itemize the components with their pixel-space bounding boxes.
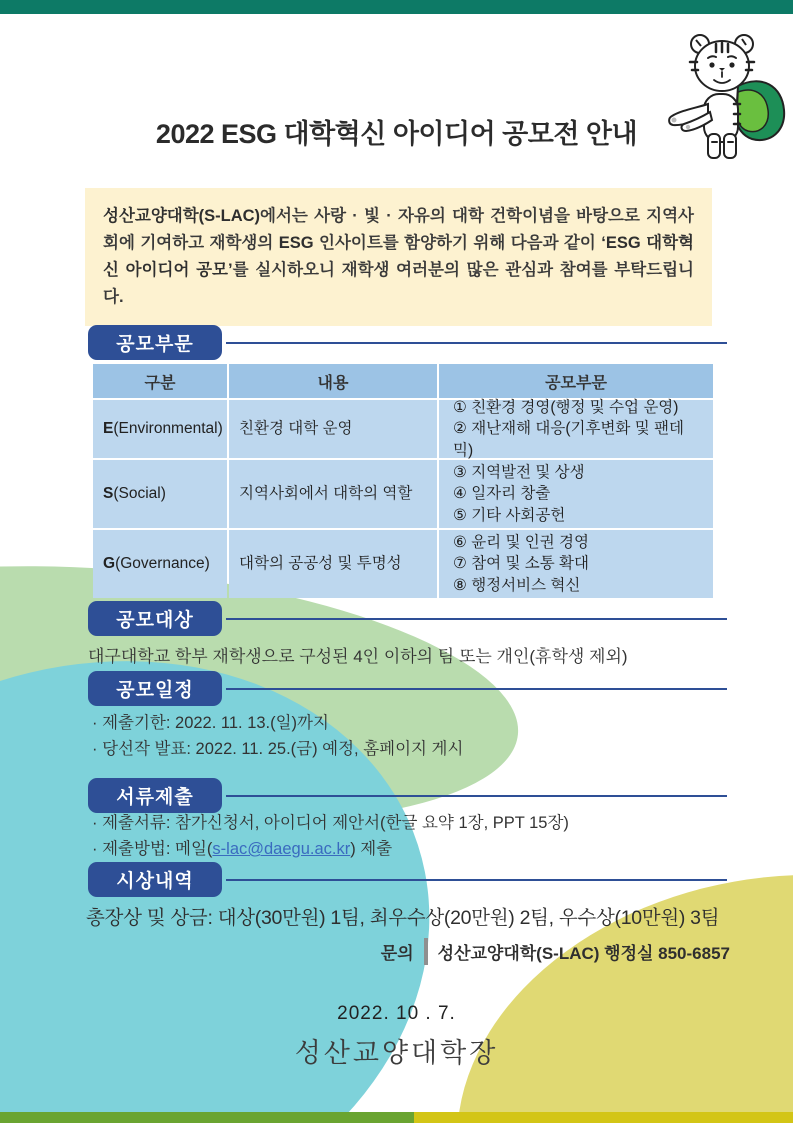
table-items-cell [439, 530, 713, 598]
background-blob-yellow [419, 826, 793, 1123]
intro-box [85, 188, 712, 326]
section-rule [226, 879, 727, 881]
table-item: ⑦ 참여 및 소통 확대 [453, 555, 589, 573]
email-link[interactable]: s-lac@daegu.ac.kr [212, 840, 351, 858]
table-header-cell: 구분 [93, 364, 227, 398]
intro-run: 에서는 사랑 · 빛 · 자유의 대학 건학이념을 바탕으로 지역사회에 기여하고 재학생의 [103, 207, 694, 253]
section-rule [226, 618, 727, 620]
section-rule [226, 688, 727, 690]
schedule-list [92, 710, 463, 762]
table-header-cell: 내용 [229, 364, 437, 398]
table-item: ② 재난재해 대응(기후변화 및 팬데믹) [453, 420, 684, 459]
section-badge-seoryu: 서류제출 [88, 778, 222, 813]
contact-divider [424, 938, 428, 965]
table-item: ④ 일자리 창출 [453, 485, 551, 503]
table-item: ⑤ 기타 사회공헌 [453, 506, 566, 524]
list-item [92, 836, 569, 862]
table-item: ⑥ 윤리 및 인권 경영 [453, 533, 589, 551]
category-letter: S [103, 485, 114, 503]
list-item-text: ) 제출 [350, 840, 393, 858]
section-badge-iljeong: 공모일정 [88, 671, 222, 706]
page-title: 2022 ESG 대학혁신 아이디어 공모전 안내 [155, 119, 638, 149]
list-item: · 제출기한: 2022. 11. 13.(일)까지 [92, 710, 463, 736]
bottom-accent-bar-yellow [414, 1112, 793, 1123]
table-header-cell: 공모부문 [439, 364, 713, 398]
contact-label: 문의 [380, 944, 414, 963]
table-category-cell [93, 530, 227, 598]
eligibility-text: 대구대학교 학부 재학생으로 구성된 4인 이하의 팀 또는 개인(휴학생 제외) [88, 647, 628, 666]
signature: 성산교양대학장 [294, 1038, 499, 1069]
intro-run: ‘ESG 대학혁신 아이디어 공모’ [103, 234, 694, 280]
table-item: ③ 지역발전 및 상생 [453, 463, 585, 481]
submission-list [92, 810, 569, 862]
table-category-cell [93, 460, 227, 528]
category-rest: (Environmental) [113, 420, 223, 438]
section-rule [226, 795, 727, 797]
category-letter: G [103, 555, 116, 573]
issue-date: 2022. 10 . 7. [337, 1003, 456, 1024]
intro-run: 인사이트를 함양하기 위해 다음과 같이 [313, 234, 602, 253]
intro-run: 성산교양대학(S-LAC) [103, 207, 261, 225]
list-item-text: 제출서류: 참가신청서, 아이디어 제안서(한글 요약 1장, PPT 15장) [102, 814, 569, 832]
section-badge-daesang: 공모대상 [88, 601, 222, 636]
section-badge-bumun: 공모부문 [88, 325, 222, 360]
contact-value: 성산교양대학(S-LAC) 행정실 850-6857 [437, 944, 730, 963]
table-item: ① 친환경 경영(행정 및 수업 운영) [453, 398, 679, 416]
table-content-cell: 친환경 대학 운영 [229, 400, 437, 458]
category-letter: E [103, 420, 114, 438]
list-item [92, 810, 569, 836]
section-badge-sisang: 시상내역 [88, 862, 222, 897]
category-rest: (Social) [113, 485, 166, 503]
intro-run: ESG [278, 234, 314, 253]
top-accent-bar [0, 0, 793, 14]
section-rule [226, 342, 727, 344]
contact-line [381, 938, 730, 965]
table-content-cell: 지역사회에서 대학의 역할 [229, 460, 437, 528]
list-item-text: 제출방법: 메일( [102, 840, 213, 858]
list-item: · 당선작 발표: 2022. 11. 25.(금) 예정, 홈페이지 게시 [92, 736, 463, 762]
award-text: 총장상 및 상금: 대상(30만원) 1팀, 최우수상(20만원) 2팀, 우수상(10만원) 3팀 [86, 907, 720, 929]
table-content-cell: 대학의 공공성 및 투명성 [229, 530, 437, 598]
table-category-cell [93, 400, 227, 458]
table-item: ⑧ 행정서비스 혁신 [453, 576, 581, 594]
table-items-cell [439, 460, 713, 528]
intro-text [103, 207, 694, 306]
bottom-accent-bar-green [0, 1112, 414, 1123]
table-items-cell [439, 400, 713, 458]
intro-run: 를 실시하오니 재학생 여러분의 많은 관심과 참여를 부탁드립니다. [103, 261, 694, 307]
esg-category-table [93, 364, 713, 598]
category-rest: (Governance) [115, 555, 210, 573]
